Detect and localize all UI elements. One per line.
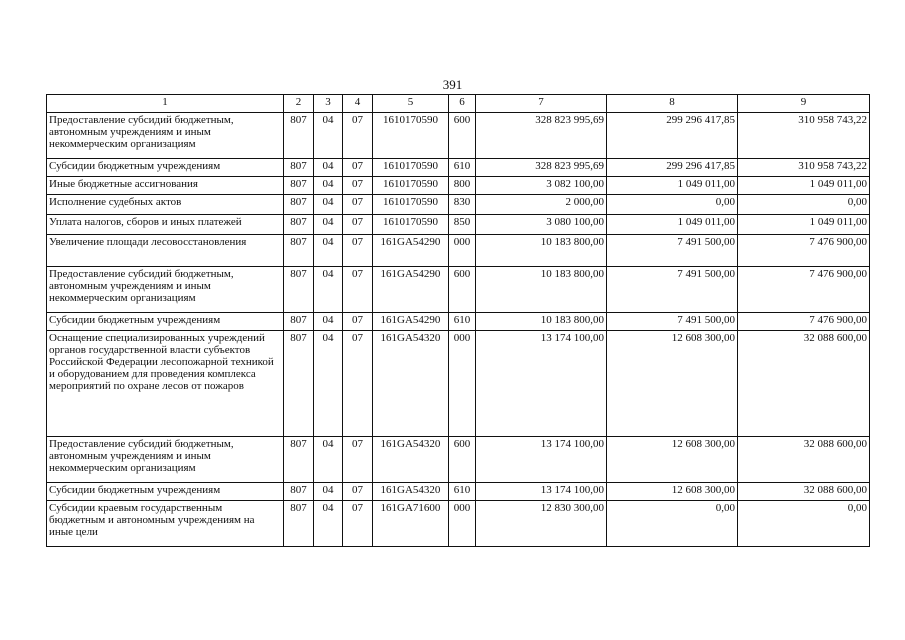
- amount-col-8: 12 608 300,00: [607, 483, 738, 501]
- amount-col-7: 10 183 800,00: [476, 267, 607, 313]
- table-row: [47, 331, 870, 437]
- table-row: [47, 313, 870, 331]
- expense-type-code: 610: [449, 159, 476, 177]
- amount-col-8: 7 491 500,00: [607, 235, 738, 267]
- target-article-code: 1610170590: [373, 215, 449, 235]
- page-number: 391: [442, 77, 463, 92]
- amount-col-9: 310 958 743,22: [738, 159, 870, 177]
- amount-col-9: 7 476 900,00: [738, 235, 870, 267]
- subsection-code: 07: [343, 177, 373, 195]
- expense-type-code: 610: [449, 483, 476, 501]
- section-code: 04: [314, 437, 343, 483]
- header-cell-5: 5: [373, 95, 449, 113]
- amount-col-8: 299 296 417,85: [607, 159, 738, 177]
- amount-col-8: 299 296 417,85: [607, 113, 738, 159]
- amount-col-7: 328 823 995,69: [476, 159, 607, 177]
- target-article-code: 1610170590: [373, 113, 449, 159]
- subsection-code: 07: [343, 483, 373, 501]
- target-article-code: 161GA54320: [373, 483, 449, 501]
- expense-type-code: 000: [449, 331, 476, 437]
- ministry-code: 807: [284, 159, 314, 177]
- row-name: Исполнение судебных актов: [47, 195, 284, 215]
- budget-table: [46, 94, 870, 547]
- table-row: [47, 113, 870, 159]
- ministry-code: 807: [284, 501, 314, 547]
- section-code: 04: [314, 235, 343, 267]
- ministry-code: 807: [284, 437, 314, 483]
- header-cell-4: 4: [343, 95, 373, 113]
- ministry-code: 807: [284, 113, 314, 159]
- table-row: [47, 483, 870, 501]
- amount-col-9: 7 476 900,00: [738, 267, 870, 313]
- target-article-code: 161GA54290: [373, 313, 449, 331]
- table-row: [47, 267, 870, 313]
- subsection-code: 07: [343, 331, 373, 437]
- section-code: 04: [314, 215, 343, 235]
- header-cell-3: 3: [314, 95, 343, 113]
- section-code: 04: [314, 195, 343, 215]
- target-article-code: 1610170590: [373, 195, 449, 215]
- amount-col-8: 0,00: [607, 195, 738, 215]
- table-row: [47, 501, 870, 547]
- ministry-code: 807: [284, 195, 314, 215]
- table-row: [47, 437, 870, 483]
- row-name: Уплата налогов, сборов и иных платежей: [47, 215, 284, 235]
- section-code: 04: [314, 113, 343, 159]
- amount-col-7: 12 830 300,00: [476, 501, 607, 547]
- amount-col-8: 7 491 500,00: [607, 267, 738, 313]
- amount-col-9: 0,00: [738, 195, 870, 215]
- expense-type-code: 600: [449, 437, 476, 483]
- subsection-code: 07: [343, 267, 373, 313]
- section-code: 04: [314, 331, 343, 437]
- table-row: [47, 215, 870, 235]
- expense-type-code: 610: [449, 313, 476, 331]
- ministry-code: 807: [284, 331, 314, 437]
- section-code: 04: [314, 159, 343, 177]
- section-code: 04: [314, 313, 343, 331]
- row-name: Иные бюджетные ассигнования: [47, 177, 284, 195]
- ministry-code: 807: [284, 235, 314, 267]
- amount-col-7: 13 174 100,00: [476, 483, 607, 501]
- amount-col-9: 310 958 743,22: [738, 113, 870, 159]
- ministry-code: 807: [284, 267, 314, 313]
- amount-col-7: 13 174 100,00: [476, 331, 607, 437]
- amount-col-8: 0,00: [607, 501, 738, 547]
- amount-col-8: 1 049 011,00: [607, 177, 738, 195]
- expense-type-code: 850: [449, 215, 476, 235]
- row-name: Предоставление субсидий бюджетным, автономным учреждениям и иным некоммерческим организациям: [47, 113, 284, 159]
- table-row: [47, 177, 870, 195]
- row-name: Увеличение площади лесовосстановления: [47, 235, 284, 267]
- target-article-code: 1610170590: [373, 177, 449, 195]
- row-name: Субсидии краевым государственным бюджетным и автономным учреждениям на иные цели: [47, 501, 284, 547]
- amount-col-9: 1 049 011,00: [738, 215, 870, 235]
- header-cell-2: 2: [284, 95, 314, 113]
- expense-type-code: 830: [449, 195, 476, 215]
- header-cell-7: 7: [476, 95, 607, 113]
- target-article-code: 161GA54290: [373, 267, 449, 313]
- table-row: [47, 235, 870, 267]
- expense-type-code: 600: [449, 267, 476, 313]
- amount-col-7: 3 082 100,00: [476, 177, 607, 195]
- header-cell-6: 6: [449, 95, 476, 113]
- subsection-code: 07: [343, 215, 373, 235]
- target-article-code: 161GA54320: [373, 437, 449, 483]
- header-cell-1: 1: [47, 95, 284, 113]
- amount-col-9: 32 088 600,00: [738, 331, 870, 437]
- table-row: [47, 195, 870, 215]
- section-code: 04: [314, 267, 343, 313]
- expense-type-code: 000: [449, 235, 476, 267]
- header-cell-8: 8: [607, 95, 738, 113]
- target-article-code: 161GA71600: [373, 501, 449, 547]
- amount-col-7: 10 183 800,00: [476, 313, 607, 331]
- row-name: Субсидии бюджетным учреждениям: [47, 159, 284, 177]
- table-row: [47, 159, 870, 177]
- amount-col-8: 1 049 011,00: [607, 215, 738, 235]
- target-article-code: 1610170590: [373, 159, 449, 177]
- amount-col-9: 32 088 600,00: [738, 483, 870, 501]
- ministry-code: 807: [284, 483, 314, 501]
- expense-type-code: 800: [449, 177, 476, 195]
- amount-col-8: 12 608 300,00: [607, 437, 738, 483]
- amount-col-8: 12 608 300,00: [607, 331, 738, 437]
- ministry-code: 807: [284, 313, 314, 331]
- header-cell-9: 9: [738, 95, 870, 113]
- row-name: Субсидии бюджетным учреждениям: [47, 313, 284, 331]
- section-code: 04: [314, 177, 343, 195]
- amount-col-8: 7 491 500,00: [607, 313, 738, 331]
- header-row: [47, 95, 870, 113]
- section-code: 04: [314, 483, 343, 501]
- amount-col-7: 3 080 100,00: [476, 215, 607, 235]
- row-name: Субсидии бюджетным учреждениям: [47, 483, 284, 501]
- row-name: Предоставление субсидий бюджетным, автономным учреждениям и иным некоммерческим организациям: [47, 437, 284, 483]
- ministry-code: 807: [284, 215, 314, 235]
- amount-col-9: 7 476 900,00: [738, 313, 870, 331]
- amount-col-9: 1 049 011,00: [738, 177, 870, 195]
- ministry-code: 807: [284, 177, 314, 195]
- amount-col-7: 328 823 995,69: [476, 113, 607, 159]
- amount-col-7: 2 000,00: [476, 195, 607, 215]
- expense-type-code: 600: [449, 113, 476, 159]
- amount-col-7: 10 183 800,00: [476, 235, 607, 267]
- subsection-code: 07: [343, 195, 373, 215]
- subsection-code: 07: [343, 501, 373, 547]
- subsection-code: 07: [343, 437, 373, 483]
- amount-col-9: 32 088 600,00: [738, 437, 870, 483]
- target-article-code: 161GA54320: [373, 331, 449, 437]
- expense-type-code: 000: [449, 501, 476, 547]
- row-name: Оснащение специализированных учреждений органов государственной власти субъектов Российской Федерации лесопожарной техникой и оборудованием для проведения комплекса мероприятий по охране лесов от пожаров: [47, 331, 284, 437]
- subsection-code: 07: [343, 313, 373, 331]
- subsection-code: 07: [343, 159, 373, 177]
- section-code: 04: [314, 501, 343, 547]
- amount-col-9: 0,00: [738, 501, 870, 547]
- target-article-code: 161GA54290: [373, 235, 449, 267]
- subsection-code: 07: [343, 235, 373, 267]
- subsection-code: 07: [343, 113, 373, 159]
- row-name: Предоставление субсидий бюджетным, автономным учреждениям и иным некоммерческим организациям: [47, 267, 284, 313]
- amount-col-7: 13 174 100,00: [476, 437, 607, 483]
